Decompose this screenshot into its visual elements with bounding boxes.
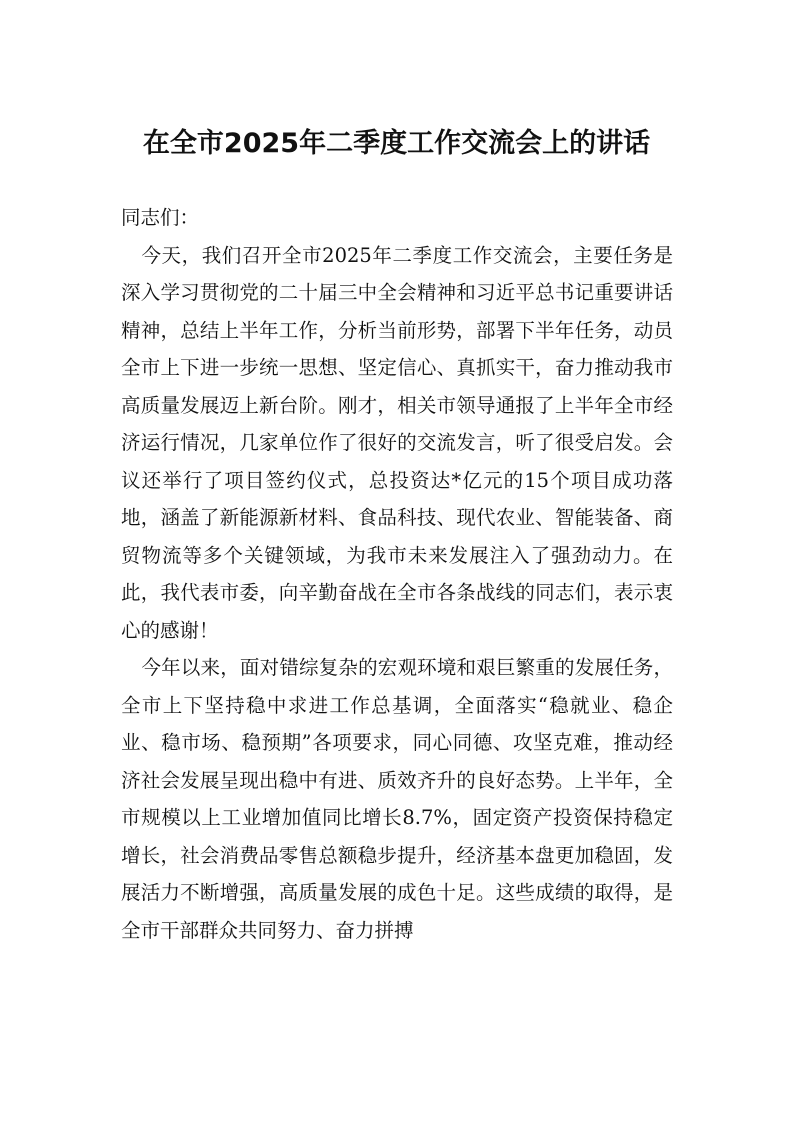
- document-title: 在全市2025年二季度工作交流会上的讲话: [142, 128, 651, 159]
- document-body: [121, 199, 673, 949]
- paragraph-1: 今天，我们召开全市2025年二季度工作交流会，主要任务是深入学习贯彻党的二十届三中全会精神和习近平总书记重要讲话精神，总结上半年工作，分析当前形势，部署下半年任务，动员全市上下进一步统一思想、坚定信心、真抓实干，奋力推动我市高质量发展迈上新台阶。刚才，相关市领导通报了上半年全市经济运行情况，几家单位作了很好的交流发言，听了很受启发。会议还举行了项目签约仪式，总投资达*亿元的15个项目成功落地，涵盖了新能源新材料、食品科技、现代农业、智能装备、商贸物流等多个关键领域，为我市未来发展注入了强劲动力。在此，我代表市委，向辛勤奋战在全市各条战线的同志们，表示衷心的感谢！: [121, 243, 673, 642]
- paragraph-2: 今年以来，面对错综复杂的宏观环境和艰巨繁重的发展任务，全市上下坚持稳中求进工作总基调，全面落实“稳就业、稳企业、稳市场、稳预期”各项要求，同心同德、攻坚克难，推动经济社会发展呈现出稳中有进、质效齐升的良好态势。上半年，全市规模以上工业增加值同比增长8.7%，固定资产投资保持稳定增长，社会消费品零售总额稳步提升，经济基本盘更加稳固，发展活力不断增强，高质量发展的成色十足。这些成绩的取得，是全市干部群众共同努力、奋力拼搏: [121, 656, 673, 942]
- salutation: 同志们：: [121, 206, 200, 229]
